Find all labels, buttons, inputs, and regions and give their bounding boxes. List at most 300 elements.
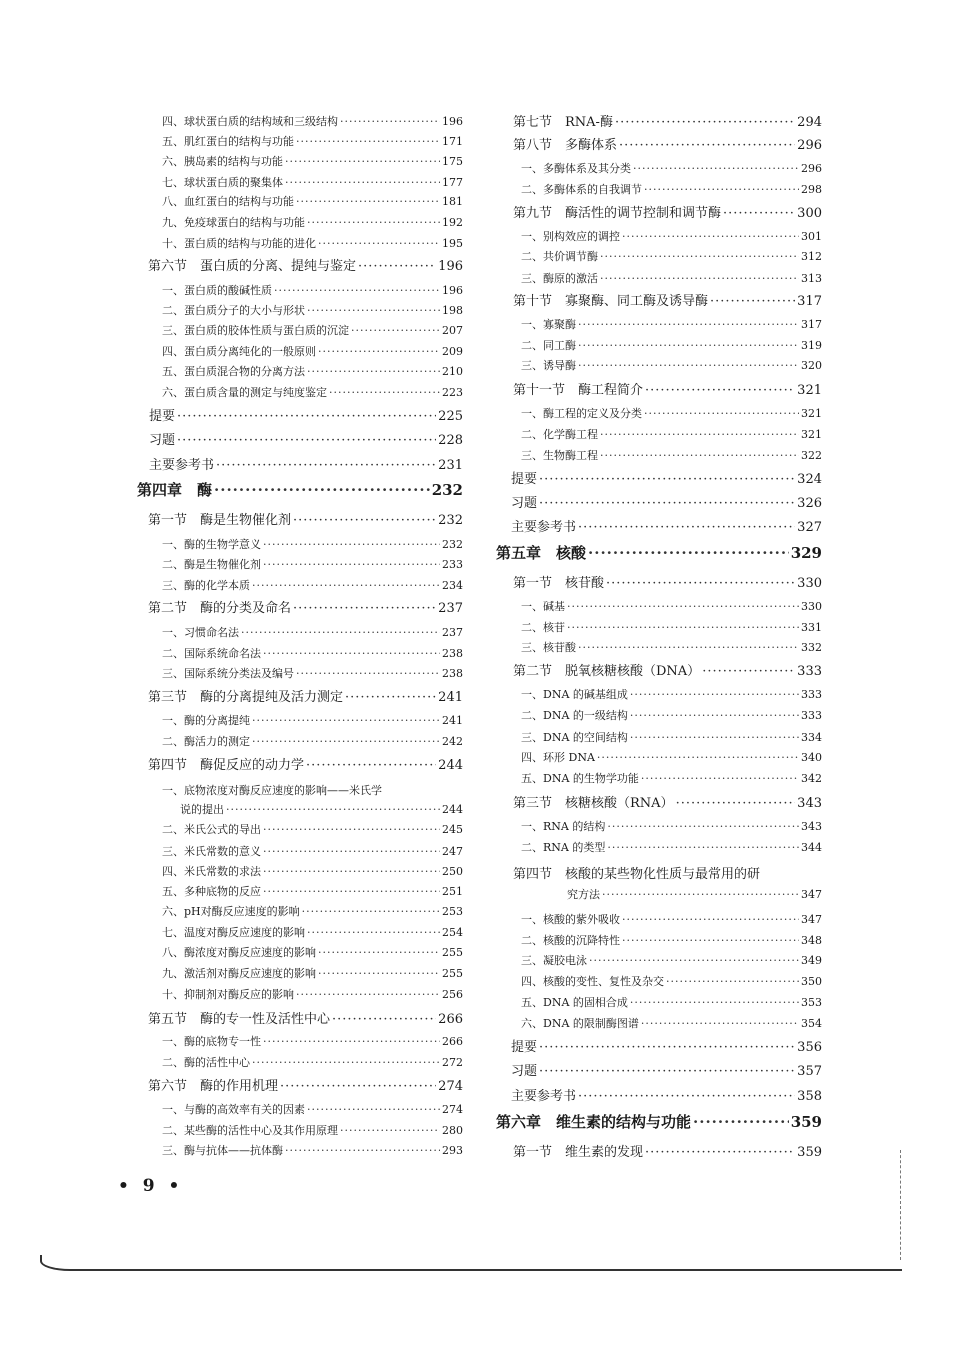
left-toc-entry[interactable]	[162, 1054, 463, 1070]
right-toc-entry[interactable]	[513, 202, 822, 221]
toc-leader-dots	[263, 558, 440, 571]
toc-entry-title: 第三节 核糖核酸（RNA）	[513, 796, 674, 811]
left-toc-entry[interactable]	[162, 235, 463, 251]
toc-leader-dots	[644, 183, 799, 196]
toc-leader-dots	[214, 481, 430, 499]
toc-entry-title: 三、酶原的激活	[521, 272, 598, 285]
toc-entry-title: 习题	[511, 496, 538, 511]
right-toc-entry[interactable]	[567, 886, 822, 902]
toc-entry-title: 一、酶的分离提纯	[162, 714, 250, 727]
toc-entry-page: 272	[442, 1056, 463, 1069]
toc-entry-title: 一、酶的底物专一性	[162, 1035, 261, 1048]
toc-entry-title: 二、RNA 的类型	[521, 841, 606, 854]
toc-entry-title: 二、核酸的沉降特性	[521, 934, 620, 947]
left-toc-entry[interactable]	[162, 1101, 463, 1117]
toc-entry-title: 一、蛋白质的酸碱性质	[162, 284, 272, 297]
toc-entry-page: 175	[442, 155, 463, 168]
toc-entry-title: 一、酶的生物学意义	[162, 538, 261, 551]
toc-leader-dots	[539, 1064, 795, 1079]
toc-entry-title: 第六节 酶的作用机理	[148, 1079, 279, 1094]
right-toc-entry[interactable]	[511, 1085, 822, 1104]
toc-entry-page: 330	[797, 576, 822, 591]
right-toc-entry[interactable]	[521, 447, 822, 463]
toc-leader-dots	[666, 975, 799, 988]
toc-entry-title: 第一节 维生素的发现	[513, 1145, 644, 1160]
toc-leader-dots	[578, 1089, 795, 1104]
left-toc-entry[interactable]	[162, 1122, 463, 1138]
left-toc-entry[interactable]	[148, 1008, 463, 1027]
toc-entry-title: 五、多种底物的反应	[162, 885, 261, 898]
toc-entry-page: 274	[438, 1079, 463, 1094]
toc-entry-page: 342	[801, 772, 822, 785]
toc-leader-dots	[630, 688, 799, 701]
toc-leader-dots	[285, 176, 440, 189]
left-toc-entry[interactable]	[162, 133, 463, 149]
right-toc-entry[interactable]	[511, 492, 822, 511]
right-toc-entry[interactable]	[496, 1111, 822, 1132]
toc-entry-title: 提要	[511, 1040, 538, 1055]
toc-leader-dots	[263, 885, 440, 898]
toc-entry-title: 第二节 脱氧核糖核酸（DNA）	[513, 664, 701, 679]
left-toc-entry[interactable]	[162, 863, 463, 879]
toc-entry-title: 主要参考书	[511, 520, 577, 535]
right-entry-title: 第四节 核酸的某些物化性质与最常用的研	[513, 867, 761, 882]
toc-entry-page: 247	[442, 845, 463, 858]
toc-leader-dots	[307, 304, 440, 317]
toc-leader-dots	[252, 1056, 440, 1069]
toc-entry-page: 321	[801, 407, 822, 420]
toc-entry-page: 244	[438, 758, 463, 773]
toc-leader-dots	[578, 641, 799, 654]
page-number: • 9 •	[118, 1176, 184, 1196]
right-toc-entry[interactable]	[521, 839, 822, 855]
left-toc-entry[interactable]	[162, 665, 463, 681]
toc-leader-dots	[307, 926, 440, 939]
toc-entry-title: 八、酶浓度对酶反应速度的影响	[162, 946, 316, 959]
right-toc-entry[interactable]	[511, 516, 822, 535]
toc-entry-title: 四、米氏常数的求法	[162, 865, 261, 878]
right-toc-entry[interactable]	[521, 770, 822, 786]
toc-leader-dots	[641, 1017, 799, 1030]
toc-leader-dots	[539, 472, 795, 487]
toc-entry-title: 一、多酶体系及其分类	[521, 162, 631, 175]
toc-leader-dots	[630, 731, 799, 744]
toc-entry-page: 322	[801, 449, 822, 462]
toc-entry-page: 244	[442, 803, 463, 816]
left-entry-title: 一、底物浓度对酶反应速度的影响——米氏学	[162, 784, 382, 797]
toc-entry-title: 二、同工酶	[521, 339, 576, 352]
right-toc-entry[interactable]	[521, 160, 822, 176]
toc-entry-title: 一、DNA 的碱基组成	[521, 688, 628, 701]
toc-leader-dots	[241, 626, 440, 639]
toc-leader-dots	[567, 600, 799, 613]
toc-entry-page: 238	[442, 647, 463, 660]
toc-leader-dots	[633, 162, 799, 175]
toc-entry-page: 195	[442, 237, 463, 250]
right-toc-entry[interactable]	[521, 749, 822, 765]
toc-entry-page: 317	[801, 318, 822, 331]
toc-entry-page: 359	[790, 1113, 822, 1131]
right-toc-entry[interactable]	[521, 316, 822, 332]
toc-entry-page: 237	[442, 626, 463, 639]
left-toc-entry[interactable]	[162, 536, 463, 552]
toc-entry-title: 第四节 酶促反应的动力学	[148, 758, 305, 773]
right-toc-entry[interactable]	[513, 660, 822, 679]
left-toc-entry[interactable]	[148, 255, 463, 274]
toc-leader-dots	[645, 1145, 795, 1160]
right-toc-entry[interactable]	[521, 619, 822, 635]
toc-leader-dots	[693, 1113, 789, 1131]
toc-entry-page: 255	[442, 967, 463, 980]
toc-leader-dots	[600, 449, 799, 462]
toc-leader-dots	[340, 1124, 440, 1137]
left-toc-entry[interactable]	[162, 965, 463, 981]
right-toc-entry[interactable]	[511, 468, 822, 487]
left-toc-entry[interactable]	[162, 113, 463, 129]
toc-entry-page: 343	[797, 796, 822, 811]
toc-leader-dots	[351, 324, 440, 337]
toc-entry-page: 319	[801, 339, 822, 352]
right-toc-entry[interactable]	[521, 270, 822, 286]
toc-entry-page: 237	[438, 601, 463, 616]
toc-entry-page: 333	[801, 688, 822, 701]
toc-entry-title: 第四章 酶	[137, 481, 213, 499]
toc-leader-dots	[539, 1040, 795, 1055]
toc-entry-page: 198	[442, 304, 463, 317]
toc-entry-title: 提要	[511, 472, 538, 487]
toc-leader-dots	[252, 579, 440, 592]
toc-leader-dots	[600, 272, 799, 285]
toc-entry-title: 第五章 核酸	[496, 544, 587, 562]
left-toc-entry[interactable]	[162, 556, 463, 572]
right-toc-entry[interactable]	[521, 729, 822, 745]
left-toc-entry[interactable]	[162, 577, 463, 593]
right-toc-entry[interactable]	[521, 994, 822, 1010]
toc-entry-title: 二、DNA 的一级结构	[521, 709, 628, 722]
toc-leader-dots	[641, 772, 799, 785]
left-toc-entry[interactable]	[162, 624, 463, 640]
toc-entry-title: 第十节 寡聚酶、同工酶及诱导酶	[513, 294, 709, 309]
toc-entry-page: 253	[442, 905, 463, 918]
toc-entry-title: 四、核酸的变性、复性及杂交	[521, 975, 664, 988]
toc-entry-page: 353	[801, 996, 822, 1009]
toc-entry-page: 234	[442, 579, 463, 592]
toc-entry-title: 二、米氏公式的导出	[162, 823, 261, 836]
toc-leader-dots	[226, 803, 440, 816]
right-toc-entry[interactable]	[521, 707, 822, 723]
left-toc-entry[interactable]	[162, 712, 463, 728]
left-toc-entry[interactable]	[148, 754, 463, 773]
toc-leader-dots	[645, 383, 795, 398]
toc-entry-title: 四、球状蛋白质的结构域和三级结构	[162, 115, 338, 128]
toc-entry-title: 二、某些酶的活性中心及其作用原理	[162, 1124, 338, 1137]
right-toc-entry[interactable]	[521, 248, 822, 264]
toc-entry-title: 九、免疫球蛋白的结构与功能	[162, 216, 305, 229]
toc-entry-title: 究方法	[567, 888, 600, 901]
right-toc-entry[interactable]	[513, 1141, 822, 1160]
toc-leader-dots	[263, 538, 440, 551]
right-toc-entry[interactable]	[513, 792, 822, 811]
left-toc-entry[interactable]	[162, 944, 463, 960]
toc-entry-page: 331	[801, 621, 822, 634]
left-toc-entry[interactable]	[162, 821, 463, 837]
toc-entry-title: 一、碱基	[521, 600, 565, 613]
left-toc-entry[interactable]	[162, 174, 463, 190]
toc-leader-dots	[607, 841, 799, 854]
toc-entry-page: 313	[801, 272, 822, 285]
toc-entry-page: 298	[801, 183, 822, 196]
toc-leader-dots	[296, 988, 440, 1001]
toc-entry-page: 196	[438, 259, 463, 274]
right-toc-entry[interactable]	[521, 1015, 822, 1031]
toc-entry-page: 181	[442, 195, 463, 208]
left-toc-entry[interactable]	[162, 384, 463, 400]
toc-entry-page: 250	[442, 865, 463, 878]
toc-entry-title: 第六章 维生素的结构与功能	[496, 1113, 692, 1131]
toc-entry-title: 三、酶的化学本质	[162, 579, 250, 592]
toc-leader-dots	[318, 345, 440, 358]
right-toc-entry[interactable]	[521, 818, 822, 834]
right-toc-entry[interactable]	[521, 181, 822, 197]
toc-leader-dots	[607, 820, 799, 833]
toc-leader-dots	[263, 1035, 440, 1048]
right-toc-entry[interactable]	[511, 1060, 822, 1079]
toc-entry-title: 十、蛋白质的结构与功能的进化	[162, 237, 316, 250]
toc-entry-page: 254	[442, 926, 463, 939]
toc-entry-page: 301	[801, 230, 822, 243]
toc-entry-page: 171	[442, 135, 463, 148]
left-toc-entry[interactable]	[162, 363, 463, 379]
toc-entry-page: 293	[442, 1144, 463, 1157]
toc-leader-dots	[597, 751, 799, 764]
toc-leader-dots	[177, 409, 436, 424]
toc-leader-dots	[589, 954, 799, 967]
left-toc-entry[interactable]	[148, 1075, 463, 1094]
left-toc-entry[interactable]	[162, 343, 463, 359]
toc-leader-dots	[293, 601, 436, 616]
toc-entry-page: 266	[438, 1012, 463, 1027]
right-toc-entry[interactable]	[521, 932, 822, 948]
toc-leader-dots	[263, 647, 440, 660]
toc-entry-title: 第一节 核苷酸	[513, 576, 605, 591]
left-toc-entry[interactable]	[162, 282, 463, 298]
left-toc-entry[interactable]	[162, 1142, 463, 1158]
toc-entry-page: 343	[801, 820, 822, 833]
toc-entry-title: 主要参考书	[511, 1089, 577, 1104]
left-toc-entry[interactable]	[162, 153, 463, 169]
toc-entry-title: 习题	[511, 1064, 538, 1079]
left-toc-entry[interactable]	[148, 509, 463, 528]
toc-entry-page: 320	[801, 359, 822, 372]
toc-entry-page: 349	[801, 954, 822, 967]
left-toc-entry[interactable]	[162, 322, 463, 338]
toc-entry-page: 242	[442, 735, 463, 748]
toc-entry-title: 二、核苷	[521, 621, 565, 634]
left-toc-entry[interactable]	[162, 193, 463, 209]
left-toc-entry[interactable]	[149, 405, 463, 424]
right-toc-entry[interactable]	[521, 598, 822, 614]
toc-entry-title: 第六节 蛋白质的分离、提纯与鉴定	[148, 259, 357, 274]
toc-entry-title: 提要	[149, 409, 176, 424]
toc-entry-page: 225	[438, 409, 463, 424]
right-toc-entry[interactable]	[513, 290, 822, 309]
toc-entry-page: 359	[797, 1145, 822, 1160]
right-toc-entry[interactable]	[521, 911, 822, 927]
toc-leader-dots	[318, 237, 440, 250]
left-toc-entry[interactable]	[180, 801, 463, 817]
right-toc-entry[interactable]	[511, 1036, 822, 1055]
toc-entry-title: 四、环形 DNA	[521, 751, 595, 764]
right-toc-entry[interactable]	[521, 357, 822, 373]
toc-entry-title: 第十一节 酶工程简介	[513, 383, 644, 398]
left-toc-entry[interactable]	[162, 733, 463, 749]
toc-leader-dots	[302, 905, 440, 918]
toc-entry-page: 333	[801, 709, 822, 722]
toc-entry-title: 习题	[149, 433, 176, 448]
right-toc-entry[interactable]	[513, 134, 822, 153]
toc-entry-page: 327	[797, 520, 822, 535]
toc-leader-dots	[307, 365, 440, 378]
toc-leader-dots	[318, 946, 440, 959]
right-toc-entry[interactable]	[521, 686, 822, 702]
toc-leader-dots	[345, 690, 436, 705]
toc-leader-dots	[293, 513, 436, 528]
right-toc-entry[interactable]	[521, 337, 822, 353]
scan-edge-decoration	[40, 1255, 902, 1271]
toc-entry-title: 六、胰岛素的结构与功能	[162, 155, 283, 168]
toc-leader-dots	[578, 339, 799, 352]
toc-entry-page: 333	[797, 664, 822, 679]
toc-leader-dots	[606, 576, 795, 591]
toc-entry-title: 第九节 酶活性的调节控制和调节酶	[513, 206, 722, 221]
toc-entry-title: 七、球状蛋白质的聚集体	[162, 176, 283, 189]
toc-entry-page: 326	[797, 496, 822, 511]
left-toc-entry[interactable]	[162, 1033, 463, 1049]
toc-entry-page: 321	[797, 383, 822, 398]
toc-entry-page: 266	[442, 1035, 463, 1048]
toc-leader-dots	[644, 407, 799, 420]
toc-entry-page: 330	[801, 600, 822, 613]
toc-entry-title: 第五节 酶的专一性及活性中心	[148, 1012, 331, 1027]
right-toc-entry[interactable]	[521, 405, 822, 421]
right-toc-entry[interactable]	[513, 379, 822, 398]
toc-leader-dots	[602, 888, 799, 901]
toc-entry-title: 一、核酸的紫外吸收	[521, 913, 620, 926]
left-toc-entry[interactable]	[162, 645, 463, 661]
toc-entry-page: 210	[442, 365, 463, 378]
toc-entry-page: 357	[797, 1064, 822, 1079]
toc-entry-title: 主要参考书	[149, 458, 215, 473]
toc-leader-dots	[567, 621, 799, 634]
left-toc-entry[interactable]	[162, 883, 463, 899]
toc-entry-page: 233	[442, 558, 463, 571]
toc-entry-page: 241	[442, 714, 463, 727]
toc-leader-dots	[252, 735, 440, 748]
scan-edge-right-decoration	[900, 1150, 901, 1260]
left-toc-entry[interactable]	[162, 903, 463, 919]
toc-entry-page: 241	[438, 690, 463, 705]
toc-entry-page: 238	[442, 667, 463, 680]
toc-entry-title: 说的提出	[180, 803, 224, 816]
toc-entry-page: 192	[442, 216, 463, 229]
toc-entry-page: 347	[801, 888, 822, 901]
right-toc-entry[interactable]	[521, 426, 822, 442]
toc-entry-page: 280	[442, 1124, 463, 1137]
toc-leader-dots	[539, 496, 795, 511]
toc-entry-title: 十、抑制剂对酶反应的影响	[162, 988, 294, 1001]
right-toc-entry[interactable]	[521, 639, 822, 655]
toc-leader-dots	[619, 138, 795, 153]
toc-entry-title: 二、共价调节酶	[521, 250, 598, 263]
toc-entry-page: 350	[801, 975, 822, 988]
left-toc-entry[interactable]	[162, 302, 463, 318]
toc-entry-title: 二、国际系统命名法	[162, 647, 261, 660]
right-toc-entry[interactable]	[496, 542, 822, 563]
toc-leader-dots	[329, 386, 440, 399]
toc-entry-title: 二、多酶体系的自我调节	[521, 183, 642, 196]
toc-entry-title: 三、核苷酸	[521, 641, 576, 654]
left-toc-entry[interactable]	[162, 986, 463, 1002]
left-toc-entry[interactable]	[162, 924, 463, 940]
toc-leader-dots	[306, 758, 436, 773]
toc-entry-title: 二、化学酶工程	[521, 428, 598, 441]
toc-entry-page: 296	[801, 162, 822, 175]
toc-entry-title: 五、DNA 的生物学功能	[521, 772, 639, 785]
right-toc-entry[interactable]	[521, 228, 822, 244]
toc-entry-page: 231	[438, 458, 463, 473]
toc-leader-dots	[332, 1012, 436, 1027]
toc-leader-dots	[600, 250, 799, 263]
toc-entry-page: 312	[801, 250, 822, 263]
toc-entry-page: 317	[797, 294, 822, 309]
toc-entry-page: 196	[442, 284, 463, 297]
left-toc-entry[interactable]	[137, 479, 463, 500]
left-toc-entry[interactable]	[149, 429, 463, 448]
toc-entry-page: 340	[801, 751, 822, 764]
toc-leader-dots	[578, 318, 799, 331]
toc-leader-dots	[296, 195, 440, 208]
toc-entry-page: 209	[442, 345, 463, 358]
left-toc-entry[interactable]	[148, 686, 463, 705]
left-toc-entry[interactable]	[162, 214, 463, 230]
toc-entry-title: 二、蛋白质分子的大小与形状	[162, 304, 305, 317]
toc-entry-page: 256	[442, 988, 463, 1001]
toc-entry-page: 232	[442, 538, 463, 551]
toc-entry-title: 三、蛋白质的胶体性质与蛋白质的沉淀	[162, 324, 349, 337]
toc-entry-page: 356	[797, 1040, 822, 1055]
left-toc-entry[interactable]	[162, 843, 463, 859]
toc-leader-dots	[615, 115, 795, 130]
toc-entry-page: 296	[797, 138, 822, 153]
toc-leader-dots	[702, 664, 795, 679]
toc-leader-dots	[307, 216, 440, 229]
toc-leader-dots	[630, 709, 799, 722]
right-toc-entry[interactable]	[513, 111, 822, 130]
right-toc-entry[interactable]	[513, 572, 822, 591]
right-toc-entry[interactable]	[521, 973, 822, 989]
toc-entry-title: 第三节 酶的分离提纯及活力测定	[148, 690, 344, 705]
toc-leader-dots	[263, 845, 440, 858]
toc-entry-title: 三、酶与抗体——抗体酶	[162, 1144, 283, 1157]
toc-entry-title: 六、DNA 的限制酶图谱	[521, 1017, 639, 1030]
right-toc-entry[interactable]	[521, 952, 822, 968]
left-toc-entry[interactable]	[148, 597, 463, 616]
toc-entry-title: 第一节 酶是生物催化剂	[148, 513, 292, 528]
toc-entry-page: 347	[801, 913, 822, 926]
toc-leader-dots	[630, 996, 799, 1009]
left-toc-entry[interactable]	[149, 454, 463, 473]
toc-leader-dots	[307, 1103, 440, 1116]
